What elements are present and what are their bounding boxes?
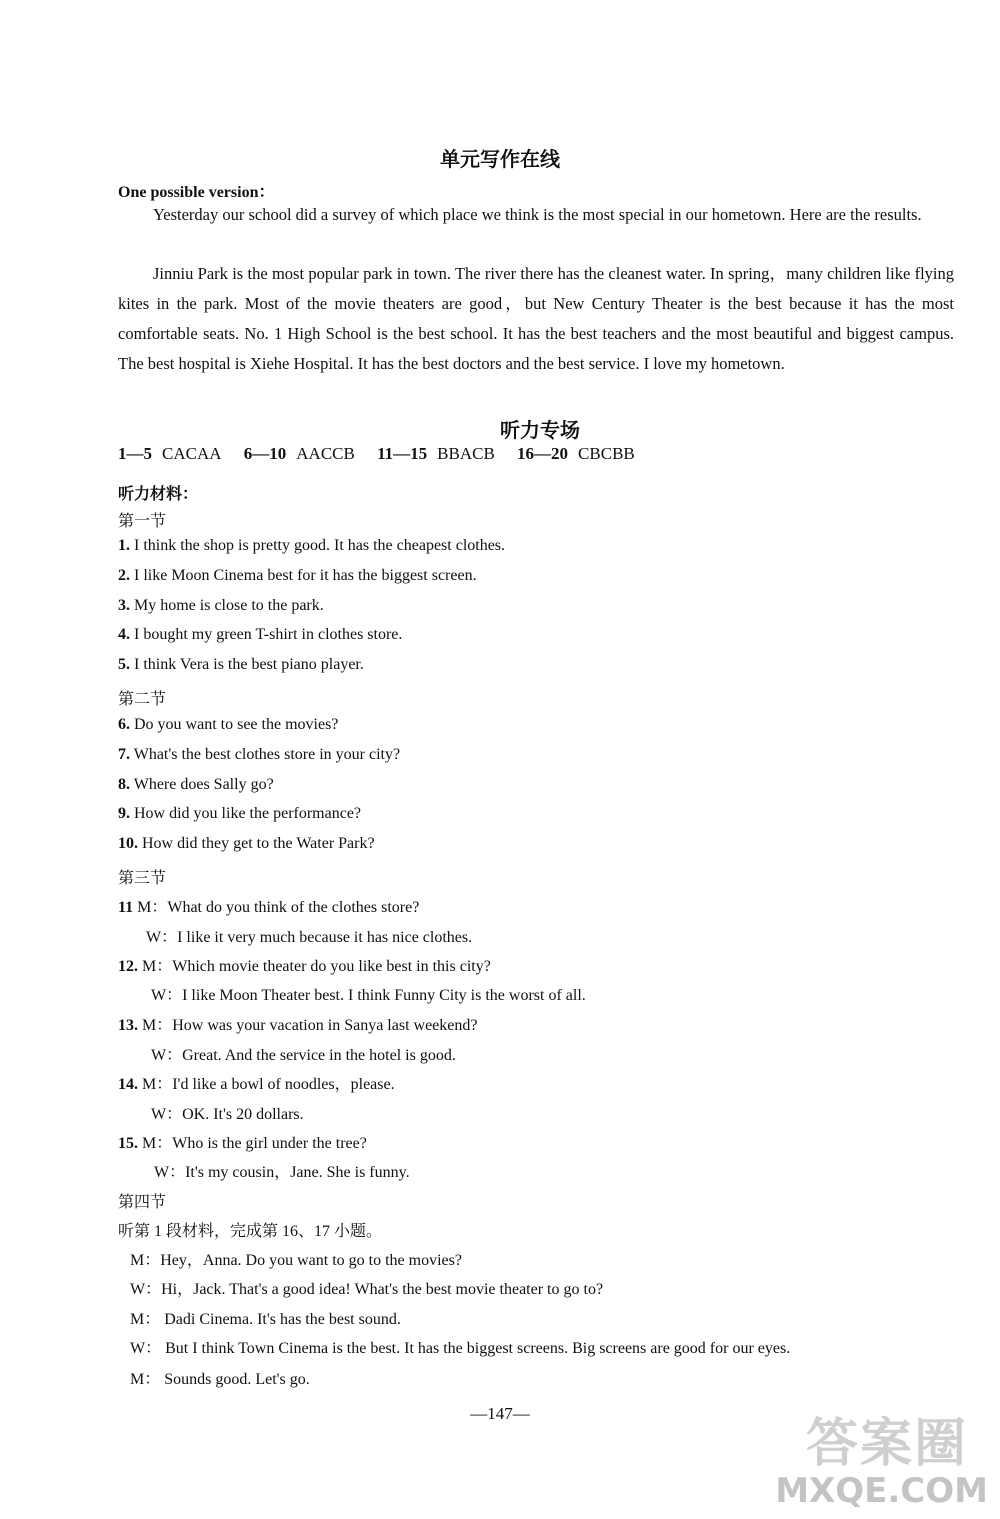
answer-value: CACAA xyxy=(162,444,222,463)
dialogue-line: W：Hi，Jack. That's a good idea! What's the best movie theater to go to? xyxy=(130,1281,604,1298)
answer-range: 11—15 xyxy=(377,444,428,463)
answer-range: 1—5 xyxy=(118,444,152,463)
dialogue-line: W： But I think Town Cinema is the best. It has the biggest screens. Big screens are good for our eyes. xyxy=(130,1340,791,1357)
dialogue-m: 11 M：What do you think of the clothes store? xyxy=(118,899,420,916)
writing-label: One possible version： xyxy=(118,184,275,201)
list-item: 5. I think Vera is the best piano player. xyxy=(118,656,364,673)
dialogue-w: W：It's my cousin，Jane. She is funny. xyxy=(154,1164,410,1181)
answer-value: AACCB xyxy=(296,444,355,463)
materials-label: 听力材料： xyxy=(118,486,199,503)
answer-group xyxy=(244,444,355,463)
list-item: 4. I bought my green T-shirt in clothes store. xyxy=(118,626,403,643)
list-item: 2. I like Moon Cinema best for it has the biggest screen. xyxy=(118,567,477,584)
section-1-heading: 第一节 xyxy=(118,513,167,530)
dialogue-m: 15. M：Who is the girl under the tree? xyxy=(118,1135,367,1152)
list-item: 3. My home is close to the park. xyxy=(118,597,324,614)
watermark-logo xyxy=(758,1401,988,1511)
dialogue-m: 14. M：I'd like a bowl of noodles，please. xyxy=(118,1076,395,1093)
answer-group xyxy=(517,444,635,463)
answer-group xyxy=(118,444,222,463)
writing-paragraph-2-text: Jinniu Park is the most popular park in town. The river there has the cleanest water. In spring，many children like flying kites in the park. Most of the movie theaters are good，but New Century Theater is the best because it has the most comfortable seats. No. 1 High School is the best school. It has the best teachers and the most beautiful and biggest campus. The best hospital is Xiehe Hospital. It has the best doctors and the best service. I love my hometown. xyxy=(118,264,954,373)
dialogue-m: 12. M：Which movie theater do you like best in this city? xyxy=(118,958,491,975)
answer-value: CBCBB xyxy=(578,444,635,463)
list-item: 8. Where does Sally go? xyxy=(118,776,274,793)
writing-paragraph-2 xyxy=(118,259,954,379)
answer-range: 6—10 xyxy=(243,444,287,463)
page-number: —147— xyxy=(470,1404,530,1423)
dialogue-line: M： Sounds good. Let's go. xyxy=(130,1371,310,1388)
dialogue-line: M：Hey，Anna. Do you want to go to the movies? xyxy=(130,1252,462,1269)
watermark-bottom: MXQE.COM xyxy=(775,1471,988,1511)
section-3-heading: 第三节 xyxy=(118,870,167,887)
writing-title: 单元写作在线 xyxy=(440,149,560,171)
section-4-heading: 第四节 xyxy=(118,1194,167,1211)
list-item: 6. Do you want to see the movies? xyxy=(118,716,339,733)
dialogue-line: M： Dadi Cinema. It's has the best sound. xyxy=(130,1311,401,1328)
writing-paragraph-1-text: Yesterday our school did a survey of which place we think is the most special in our hometown. Here are the results. xyxy=(153,205,922,224)
dialogue-m: 13. M：How was your vacation in Sanya last weekend? xyxy=(118,1017,478,1034)
answer-value: BBACB xyxy=(437,444,495,463)
dialogue-w: W：OK. It's 20 dollars. xyxy=(151,1106,304,1123)
list-item: 10. How did they get to the Water Park? xyxy=(118,835,375,852)
dialogue-w: W：I like it very much because it has nice clothes. xyxy=(146,929,473,946)
answer-key xyxy=(118,444,653,464)
dialogue-w: W：Great. And the service in the hotel is good. xyxy=(151,1047,456,1064)
list-item: 1. I think the shop is pretty good. It has the cheapest clothes. xyxy=(118,537,506,554)
list-item: 9. How did you like the performance? xyxy=(118,805,362,822)
section-2-heading: 第二节 xyxy=(118,691,167,708)
answer-range: 16—20 xyxy=(517,444,569,463)
section-4-intro: 听第 1 段材料，完成第 16、17 小题。 xyxy=(118,1223,383,1240)
list-item: 7. What's the best clothes store in your city? xyxy=(118,746,401,763)
dialogue-w: W：I like Moon Theater best. I think Funny City is the worst of all. xyxy=(151,987,586,1004)
watermark-top: 答案圈 xyxy=(805,1414,968,1474)
answer-group xyxy=(377,444,495,463)
listening-title: 听力专场 xyxy=(500,420,580,442)
writing-paragraph-1 xyxy=(118,200,954,230)
